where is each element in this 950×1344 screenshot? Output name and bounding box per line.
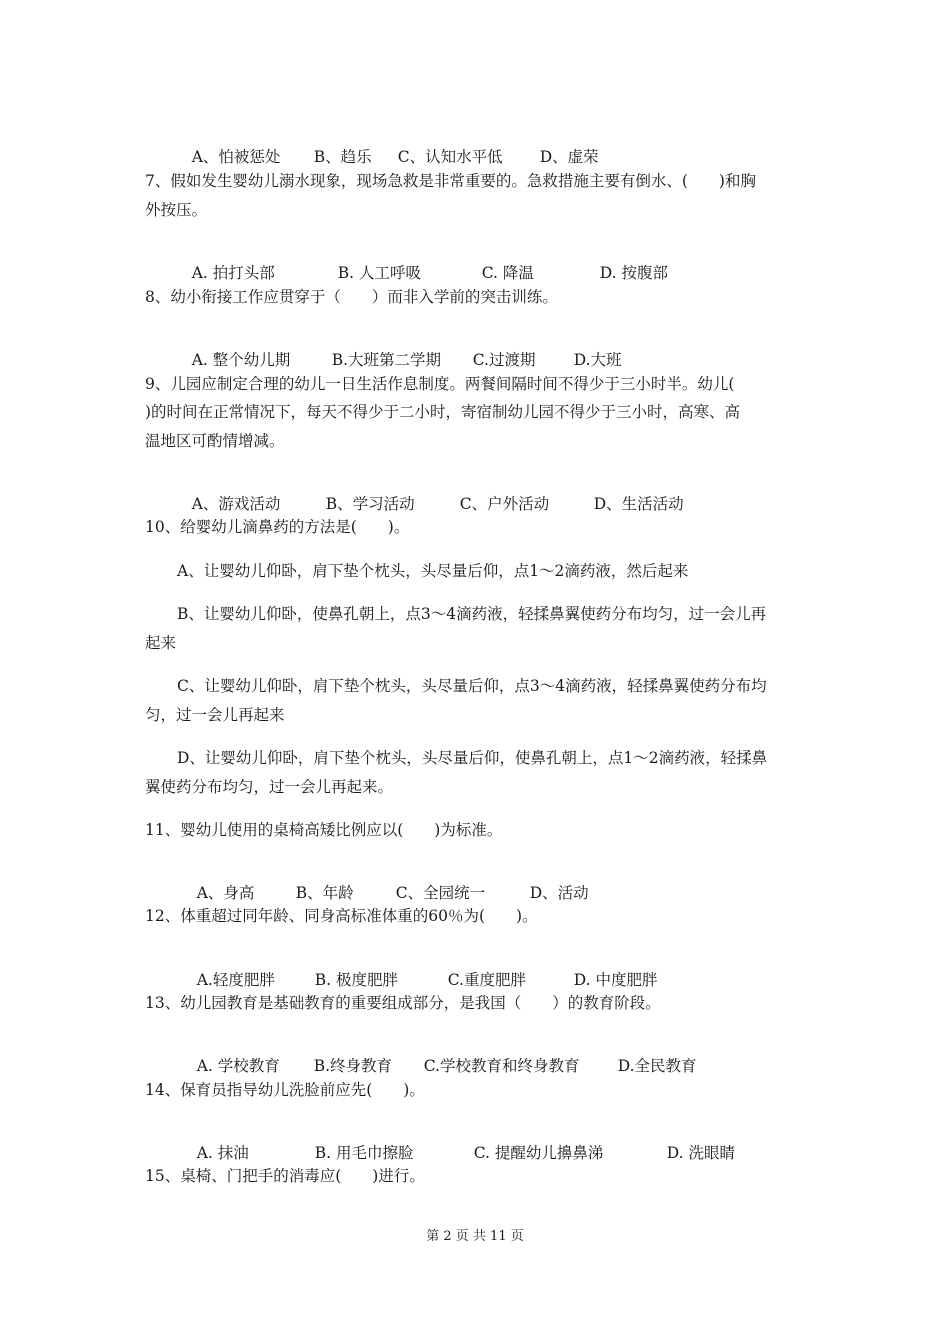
q10-stem: 10、给婴幼儿滴鼻药的方法是( )。 bbox=[145, 518, 410, 536]
q13-option-a: A. 学校教育 bbox=[196, 1057, 280, 1075]
q6-option-b: B、趋乐 bbox=[313, 148, 372, 166]
q12-option-b: B. 极度肥胖 bbox=[314, 971, 398, 989]
q7-option-c: C. 降温 bbox=[481, 264, 534, 282]
q10-option-b-line1: B、让婴幼儿仰卧，使鼻孔朝上，点3～4滴药液，轻揉鼻翼使药分布均匀，过一会儿再 bbox=[177, 605, 767, 623]
q8-option-b: B.大班第二学期 bbox=[331, 351, 442, 369]
q11-option-d: D、活动 bbox=[529, 884, 589, 902]
q11-option-a: A、身高 bbox=[196, 884, 255, 902]
q11-stem: 11、婴幼儿使用的桌椅高矮比例应以( )为标准。 bbox=[145, 821, 503, 839]
q9-option-b: B、学习活动 bbox=[325, 495, 415, 513]
q12-option-d: D. 中度肥胖 bbox=[573, 971, 658, 989]
q14-option-c: C. 提醒幼儿擤鼻涕 bbox=[473, 1144, 604, 1162]
q6-option-a: A、怕被惩处 bbox=[191, 148, 281, 166]
q9-option-a: A、游戏活动 bbox=[191, 495, 281, 513]
q14-stem: 14、保育员指导幼儿洗脸前应先( )。 bbox=[145, 1081, 425, 1099]
q7-option-b: B. 人工呼吸 bbox=[337, 264, 421, 282]
q14-option-d: D. 洗眼睛 bbox=[666, 1144, 735, 1162]
q9-option-c: C、户外活动 bbox=[459, 495, 550, 513]
q11-option-b: B、年龄 bbox=[295, 884, 354, 902]
q7-stem-line2: 外按压。 bbox=[145, 201, 208, 219]
q9-stem-line3: 温地区可酌情增减。 bbox=[145, 432, 285, 450]
q12-stem: 12、体重超过同年龄、同身高标准体重的60％为( )。 bbox=[145, 907, 538, 925]
q6-option-d: D、虚荣 bbox=[539, 148, 599, 166]
q7-option-a: A. 拍打头部 bbox=[191, 264, 275, 282]
q12-option-c: C.重度肥胖 bbox=[447, 971, 526, 989]
q7-option-d: D. 按腹部 bbox=[599, 264, 668, 282]
q10-option-c-line2: 匀，过一会儿再起来 bbox=[145, 706, 285, 724]
q14-option-b: B. 用毛巾擦脸 bbox=[314, 1144, 414, 1162]
q10-option-c-line1: C、让婴幼儿仰卧，肩下垫个枕头，头尽量后仰，点3～4滴药液，轻揉鼻翼使药分布均 bbox=[177, 677, 767, 695]
q8-option-a: A. 整个幼儿期 bbox=[191, 351, 291, 369]
q12-option-a: A.轻度肥胖 bbox=[196, 971, 275, 989]
q10-option-d-line2: 翼使药分布均匀，过一会儿再起来。 bbox=[145, 778, 394, 796]
q10-option-a: A、让婴幼儿仰卧，肩下垫个枕头，头尽量后仰，点1～2滴药液，然后起来 bbox=[177, 562, 689, 580]
q13-option-d: D.全民教育 bbox=[617, 1057, 697, 1075]
q8-option-d: D.大班 bbox=[573, 351, 622, 369]
q10-option-b-line2: 起来 bbox=[145, 634, 177, 652]
q13-stem: 13、幼儿园教育是基础教育的重要组成部分，是我国（ ）的教育阶段。 bbox=[145, 994, 661, 1012]
q11-option-c: C、全园统一 bbox=[395, 884, 486, 902]
q8-option-c: C.过渡期 bbox=[472, 351, 536, 369]
page-number-footer: 第 2 页 共 11 页 bbox=[426, 1229, 524, 1244]
q8-stem: 8、幼小衔接工作应贯穿于（ ）而非入学前的突击训练。 bbox=[145, 288, 558, 306]
q10-option-d-line1: D、让婴幼儿仰卧，肩下垫个枕头，头尽量后仰，使鼻孔朝上，点1～2滴药液，轻揉鼻 bbox=[177, 749, 768, 767]
q9-stem-line2: )的时间在正常情况下，每天不得少于二小时，寄宿制幼儿园不得少于三小时，高寒、高 bbox=[145, 403, 741, 421]
q6-option-c: C、认知水平低 bbox=[397, 148, 503, 166]
q15-stem: 15、桌椅、门把手的消毒应( )进行。 bbox=[145, 1167, 425, 1185]
q9-stem-line1: 9、儿园应制定合理的幼儿一日生活作息制度。两餐间隔时间不得少于三小时半。幼儿( bbox=[145, 375, 735, 393]
q13-option-c: C.学校教育和终身教育 bbox=[423, 1057, 580, 1075]
q13-option-b: B.终身教育 bbox=[313, 1057, 393, 1075]
q7-stem-line1: 7、假如发生婴幼儿溺水现象，现场急救是非常重要的。急救措施主要有倒水、( )和胸 bbox=[145, 172, 756, 190]
q14-option-a: A. 抹油 bbox=[196, 1144, 249, 1162]
q9-option-d: D、生活活动 bbox=[593, 495, 684, 513]
